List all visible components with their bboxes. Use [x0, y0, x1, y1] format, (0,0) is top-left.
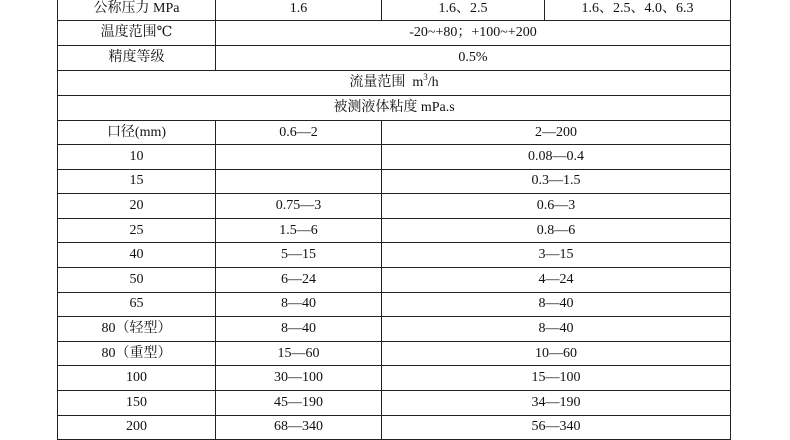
viscosity-row [58, 96, 731, 121]
flow-low-cell: 8—40 [216, 317, 382, 342]
pressure-value: 1.6、2.5 [382, 0, 545, 21]
flow-high-cell: 0.8—6 [382, 218, 731, 243]
flow-high-cell: 4—24 [382, 267, 731, 292]
diameter-cell: 65 [58, 292, 216, 317]
flow-high-cell: 3—15 [382, 243, 731, 268]
table-row [58, 243, 731, 268]
viscosity-low-header: 0.6—2 [216, 121, 382, 145]
table-row [58, 366, 731, 391]
accuracy-label: 精度等级 [58, 46, 216, 71]
flow-range-heading [58, 71, 731, 96]
column-header-row [58, 121, 731, 145]
viscosity-heading: 被测液体粘度 mPa.s [58, 96, 731, 121]
flow-high-cell: 8—40 [382, 317, 731, 342]
flow-range-row [58, 71, 731, 96]
flow-low-cell: 15—60 [216, 341, 382, 366]
flow-range-unit-base: m [412, 75, 424, 90]
pressure-label: 公称压力 MPa [58, 0, 216, 21]
diameter-cell: 100 [58, 366, 216, 391]
table-row [58, 341, 731, 366]
pressure-value: 1.6 [216, 0, 382, 21]
flow-high-cell: 10—60 [382, 341, 731, 366]
diameter-cell: 80（重型） [58, 341, 216, 366]
diameter-cell: 15 [58, 169, 216, 194]
flow-range-text: 流量范围 [349, 75, 406, 90]
table-row [58, 267, 731, 292]
temperature-value: -20~+80；+100~+200 [216, 21, 731, 46]
temperature-row [58, 21, 731, 46]
table-row [58, 145, 731, 170]
flow-low-cell: 5—15 [216, 243, 382, 268]
flow-low-cell [216, 145, 382, 170]
accuracy-row [58, 46, 731, 71]
flow-high-cell: 34—190 [382, 390, 731, 415]
table-row [58, 169, 731, 194]
pressure-value: 1.6、2.5、4.0、6.3 [545, 0, 731, 21]
diameter-cell: 150 [58, 390, 216, 415]
flow-low-cell [216, 169, 382, 194]
table-row [58, 218, 731, 243]
flow-low-cell: 45—190 [216, 390, 382, 415]
flow-high-cell: 56—340 [382, 415, 731, 440]
diameter-cell: 20 [58, 194, 216, 219]
diameter-cell: 40 [58, 243, 216, 268]
flow-low-cell: 68—340 [216, 415, 382, 440]
table-row [58, 415, 731, 440]
flow-range-unit-tail: /h [427, 75, 439, 90]
flow-low-cell: 30—100 [216, 366, 382, 391]
diameter-cell: 25 [58, 218, 216, 243]
diameter-cell: 10 [58, 145, 216, 170]
specification-table [57, 0, 731, 440]
temperature-label: 温度范围℃ [58, 21, 216, 46]
pressure-row [58, 0, 731, 21]
diameter-cell: 80（轻型） [58, 317, 216, 342]
flow-high-cell: 0.6—3 [382, 194, 731, 219]
flow-high-cell: 15—100 [382, 366, 731, 391]
flow-high-cell: 0.3—1.5 [382, 169, 731, 194]
diameter-cell: 200 [58, 415, 216, 440]
flow-low-cell: 0.75—3 [216, 194, 382, 219]
flow-low-cell: 1.5—6 [216, 218, 382, 243]
diameter-cell: 50 [58, 267, 216, 292]
flow-low-cell: 8—40 [216, 292, 382, 317]
table-row [58, 292, 731, 317]
table-row [58, 390, 731, 415]
flow-range-unit-sup: 3 [423, 72, 428, 82]
diameter-header: 口径(mm) [58, 121, 216, 145]
flow-high-cell: 0.08—0.4 [382, 145, 731, 170]
accuracy-value: 0.5% [216, 46, 731, 71]
viscosity-high-header: 2—200 [382, 121, 731, 145]
flow-low-cell: 6—24 [216, 267, 382, 292]
flow-high-cell: 8—40 [382, 292, 731, 317]
table-row [58, 317, 731, 342]
table-row [58, 194, 731, 219]
